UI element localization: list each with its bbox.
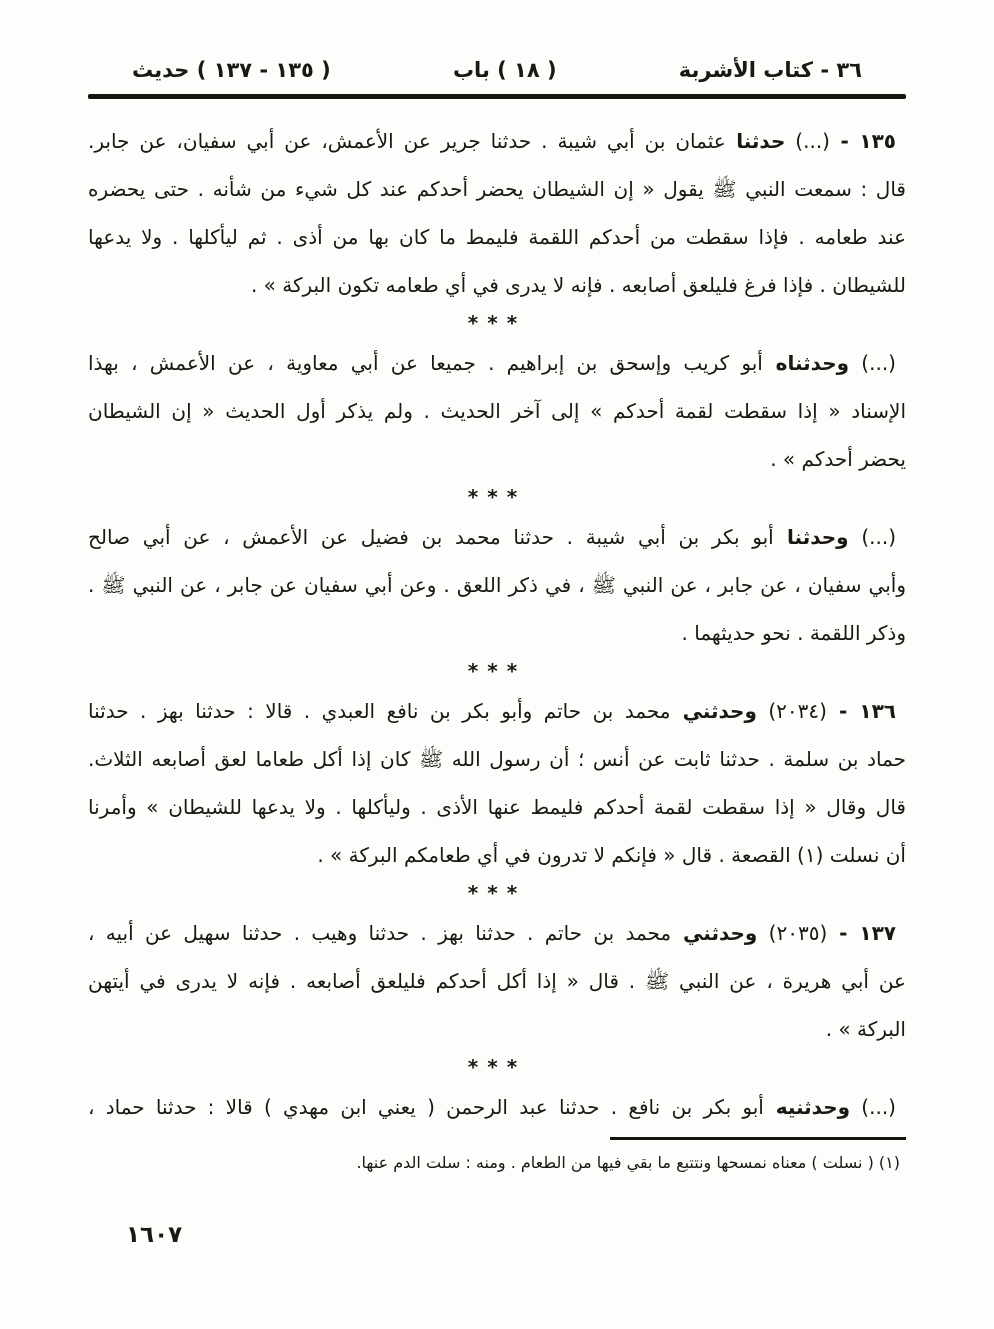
page-number: ١٦٠٧ [126,1222,183,1248]
isnad-opening: وحدثنيه [763,1095,851,1119]
hadith-137-followup [88,1083,906,1131]
hadith-text-line: حماد بن سلمة . حدثنا ثابت عن أنس ؛ أن رسول الله ﷺ كان إذا أكل طعاما لعق أصابعه الثلاث. [88,747,906,771]
line-text: محمد بن حاتم وأبو بكر بن نافع العبدي . قالا : حدثنا بهز . حدثنا [88,699,671,723]
hadith-first-line [88,687,906,735]
hadith-text-line: قال : سمعت النبي ﷺ يقول « إن الشيطان يحضر أحدكم عند كل شيء من شأنه . حتى يحضره [88,177,906,201]
hadith-137 [88,909,906,1053]
hadith-first-line [88,1083,906,1131]
line-text: محمد بن حاتم . حدثنا بهز . حدثنا وهيب . حدثنا سهيل عن أبيه ، [88,921,672,945]
section-separator: *** [467,311,527,335]
hadith-text-line: أن نسلت (١) القصعة . قال « فإنكم لا تدرون في أي طعامكم البركة » . [317,843,906,867]
repeat-mark: (...) [785,129,830,153]
repeat-mark: (...) [850,1095,896,1119]
hadith-text-body [88,117,906,1176]
hadith-text-line: عن أبي هريرة ، عن النبي ﷺ . قال « إذا أكل أحدكم فليلعق أصابعه . فإنه لا يدرى في أيتهن [88,969,906,993]
hadith-text-line: وذكر اللقمة . نحو حديثهما . [681,621,906,645]
hadith-text-line: يحضر أحدكم » . [770,447,906,471]
isnad-opening: وحدثني [670,699,757,723]
hadith-number: ١٣٧ - [827,921,896,945]
section-separator: *** [467,881,527,905]
repeat-mark: (...) [848,525,896,549]
isnad-opening: وحدثني [671,921,758,945]
hadith-text-line: الإسناد « إذا سقطت لقمة أحدكم » إلى آخر الحديث . ولم يذكر أول الحديث « إن الشيطان [88,399,906,423]
line-text: أبو بكر بن نافع . حدثنا عبد الرحمن ( يعني ابن مهدي ) قالا : حدثنا حماد ، [88,1095,764,1119]
hadith-first-line [88,339,906,387]
footnote-text: (١) ( نسلت ) معناه نمسحها ونتتبع ما بقي فيها من الطعام . ومنه : سلت الدم عنها. [356,1153,900,1172]
hadith-text-line: عند طعامه . فإذا سقطت من أحدكم اللقمة فليمط ما كان بها من أذى . ثم ليأكلها . ولا يدعها [88,225,906,249]
hadith-text-line: وأبي سفيان ، عن جابر ، عن النبي ﷺ ، في ذكر اللعق . وعن أبي سفيان عن جابر ، عن النبي ﷺ . [88,573,906,597]
page-content [88,54,906,1176]
hadith-number: ١٣٦ - [826,699,896,723]
hadith-first-line [88,513,906,561]
hadith-136 [88,687,906,879]
chapter-label: ( ١٨ ) باب [452,58,557,82]
section-separator: *** [467,659,527,683]
isnad-opening: حدثنا [725,129,786,153]
isnad-opening: وحدثناه [762,351,850,375]
header-rule [88,94,906,99]
footnote-rule [610,1137,906,1140]
hadith-135-followup-2 [88,513,906,657]
hadith-first-line [88,117,906,165]
hadith-135-followup [88,339,906,483]
hadith-ref-number: (٢٠٣٤) [756,699,827,723]
section-separator: *** [467,1055,527,1079]
section-separator: *** [467,485,527,509]
line-text: عثمان بن أبي شيبة . حدثنا جرير عن الأعمش، عن أبي سفيان، عن جابر. [88,129,726,153]
hadith-ref-number: (٢٠٣٥) [757,921,828,945]
repeat-mark: (...) [849,351,896,375]
hadith-text-line: قال وقال « إذا سقطت لقمة أحدكم فليمط عنها الأذى . وليأكلها . ولا يدعها للشيطان » وأمرنا [88,795,906,819]
hadith-text-line: للشيطان . فإذا فرغ فليلعق أصابعه . فإنه لا يدرى في أي طعامه تكون البركة » . [250,273,906,297]
book-title: ٣٦ - كتاب الأشربة [678,58,862,82]
hadith-text-line: البركة » . [825,1017,906,1041]
line-text: أبو كريب وإسحق بن إبراهيم . جميعا عن أبي معاوية ، عن الأعمش ، بهذا [88,351,763,375]
hadith-first-line [88,909,906,957]
hadith-range-label: ( ١٣٥ - ١٣٧ ) حديث [132,58,331,82]
page-header [88,54,906,92]
hadith-135 [88,117,906,309]
line-text: أبو بكر بن أبي شيبة . حدثنا محمد بن فضيل عن الأعمش ، عن أبي صالح [88,525,774,549]
hadith-number: ١٣٥ - [829,129,896,153]
isnad-opening: وحدثنا [773,525,849,549]
